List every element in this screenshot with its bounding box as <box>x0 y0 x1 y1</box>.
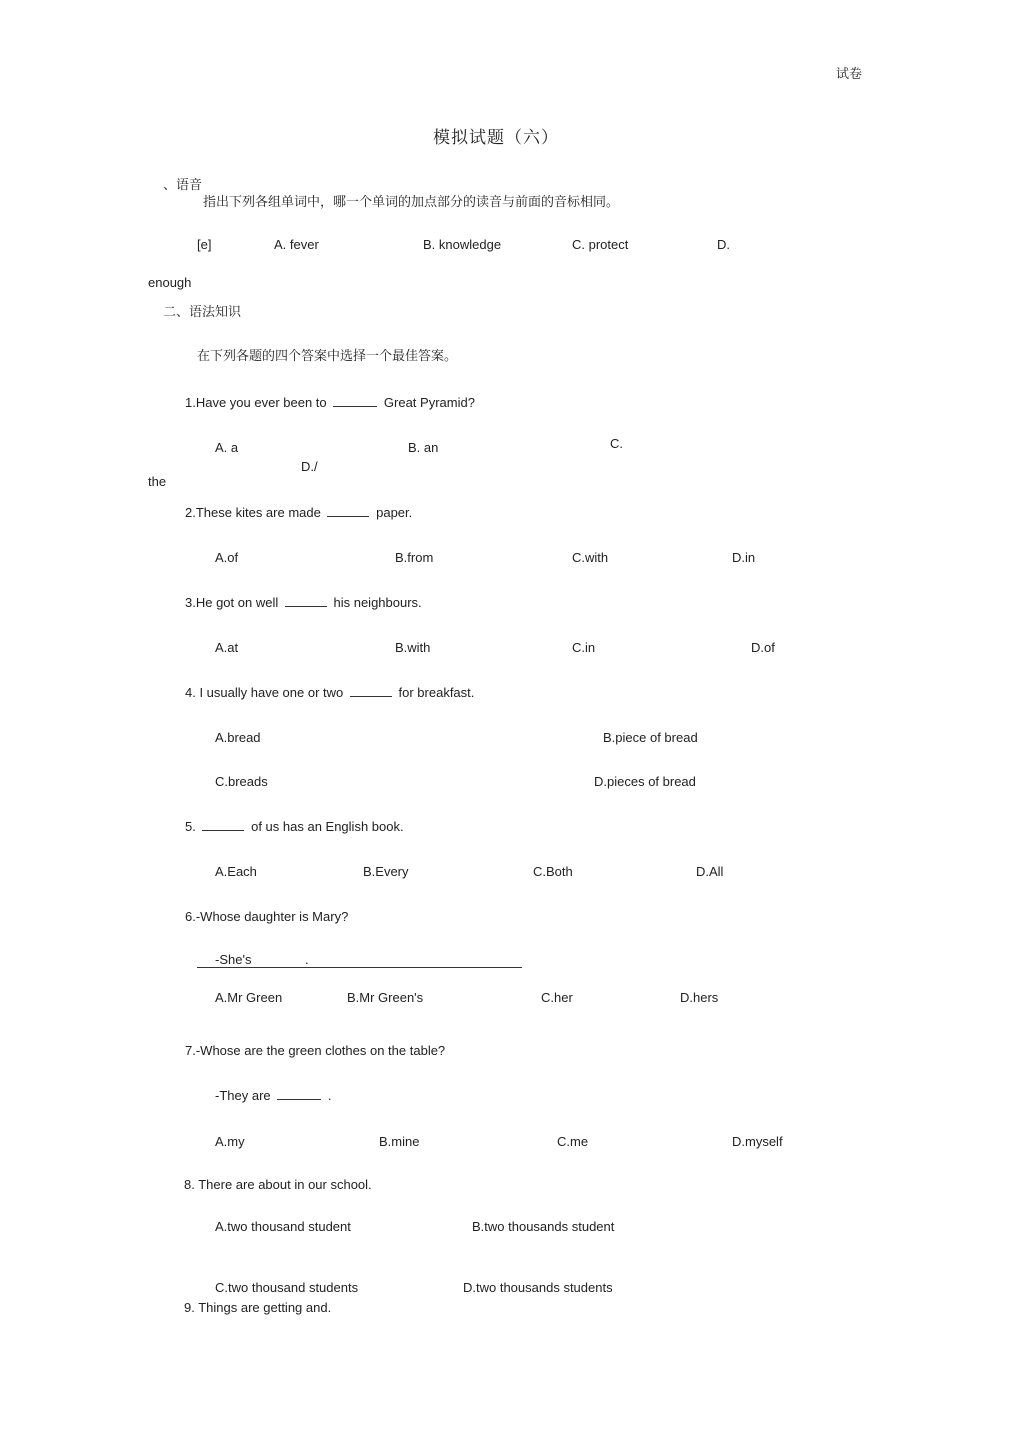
question-3 <box>185 596 422 609</box>
q6-option-c: C.her <box>541 990 573 1005</box>
q2-option-b: B.from <box>395 550 434 565</box>
q7-blank <box>277 1099 321 1100</box>
section2-heading: 二、语法知识 <box>163 304 242 319</box>
q1-option-b: B. an <box>408 440 439 455</box>
q3-option-c: C.in <box>572 640 596 655</box>
q7-option-c: C.me <box>557 1134 589 1149</box>
q8-option-a: A.two thousand student <box>215 1219 351 1234</box>
section2-instruction: 在下列各题的四个答案中选择一个最佳答案。 <box>197 348 458 363</box>
q2-option-d: D.in <box>732 550 756 565</box>
phonetic-symbol: [e] <box>197 237 212 252</box>
q3-option-d: D.of <box>751 640 775 655</box>
s1-option-c: C. protect <box>572 237 629 252</box>
question-5 <box>185 820 404 833</box>
page-title: 模拟试题（六） <box>433 128 559 147</box>
q6-answer-mark: . <box>305 952 309 967</box>
q3-option-a: A.at <box>215 640 239 655</box>
q7-option-a: A.my <box>215 1134 245 1149</box>
q4-option-c: C.breads <box>215 774 268 789</box>
q6-option-a: A.Mr Green <box>215 990 283 1005</box>
q5-stem-start: 5. <box>185 819 196 834</box>
q7-option-b: B.mine <box>379 1134 420 1149</box>
q2-blank <box>327 516 369 517</box>
q8-option-b: B.two thousands student <box>472 1219 615 1234</box>
q5-option-b: B.Every <box>363 864 409 879</box>
q2-stem-start: 2.These kites are made <box>185 505 321 520</box>
section1-instruction: 指出下列各组单词中，哪一个单词的加点部分的读音与前面的音标相同。 <box>203 194 620 209</box>
q7-answer <box>215 1089 332 1102</box>
q1-option-a: A. a <box>215 440 239 455</box>
s1-option-d: D. <box>717 237 730 252</box>
q4-option-b: B.piece of bread <box>603 730 698 745</box>
q7-answer-mark: . <box>327 1088 332 1103</box>
q1-option-c: C. <box>610 436 623 451</box>
q3-blank <box>285 606 327 607</box>
q6-option-d: D.hers <box>680 990 719 1005</box>
q7-option-d: D.myself <box>732 1134 783 1149</box>
question-9: 9. Things are getting and. <box>184 1300 332 1315</box>
s1-option-a: A. fever <box>274 237 319 252</box>
q5-option-c: C.Both <box>533 864 573 879</box>
q8-option-c: C.two thousand students <box>215 1280 359 1295</box>
q4-stem-end: for breakfast. <box>398 685 475 700</box>
q1-option-c-wrap: the <box>148 474 167 489</box>
q5-option-d: D.All <box>696 864 724 879</box>
q5-option-a: A.Each <box>215 864 257 879</box>
q8-option-d: D.two thousands students <box>463 1280 613 1295</box>
q1-stem-start: 1.Have you ever been to <box>185 395 327 410</box>
q5-blank <box>202 830 244 831</box>
section1-heading: 、语音 <box>163 177 203 192</box>
q1-stem-end: Great Pyramid? <box>383 395 475 410</box>
q1-blank <box>333 406 377 407</box>
q3-option-b: B.with <box>395 640 431 655</box>
q7-answer-text: -They are <box>215 1088 271 1103</box>
q4-blank <box>350 696 392 697</box>
q2-stem-end: paper. <box>376 505 413 520</box>
q1-option-d: D./ <box>301 459 318 474</box>
question-7: 7.-Whose are the green clothes on the table? <box>185 1043 446 1058</box>
question-8: 8. There are about in our school. <box>184 1177 372 1192</box>
question-1 <box>185 396 475 409</box>
q6-answer-line <box>197 967 522 968</box>
q4-option-a: A.bread <box>215 730 261 745</box>
q3-stem-start: 3.He got on well <box>185 595 279 610</box>
q3-stem-end: his neighbours. <box>333 595 422 610</box>
q6-answer: -She's <box>215 952 252 967</box>
s1-option-b: B. knowledge <box>423 237 502 252</box>
q6-option-b: B.Mr Green's <box>347 990 424 1005</box>
q4-option-d: D.pieces of bread <box>594 774 696 789</box>
q2-option-c: C.with <box>572 550 609 565</box>
q4-stem-start: 4. I usually have one or two <box>185 685 344 700</box>
question-2 <box>185 506 412 519</box>
question-6: 6.-Whose daughter is Mary? <box>185 909 349 924</box>
header-tag: 试卷 <box>836 66 863 81</box>
s1-option-d-wrap: enough <box>148 275 192 290</box>
question-4 <box>185 686 474 699</box>
q5-stem-end: of us has an English book. <box>251 819 404 834</box>
q2-option-a: A.of <box>215 550 239 565</box>
